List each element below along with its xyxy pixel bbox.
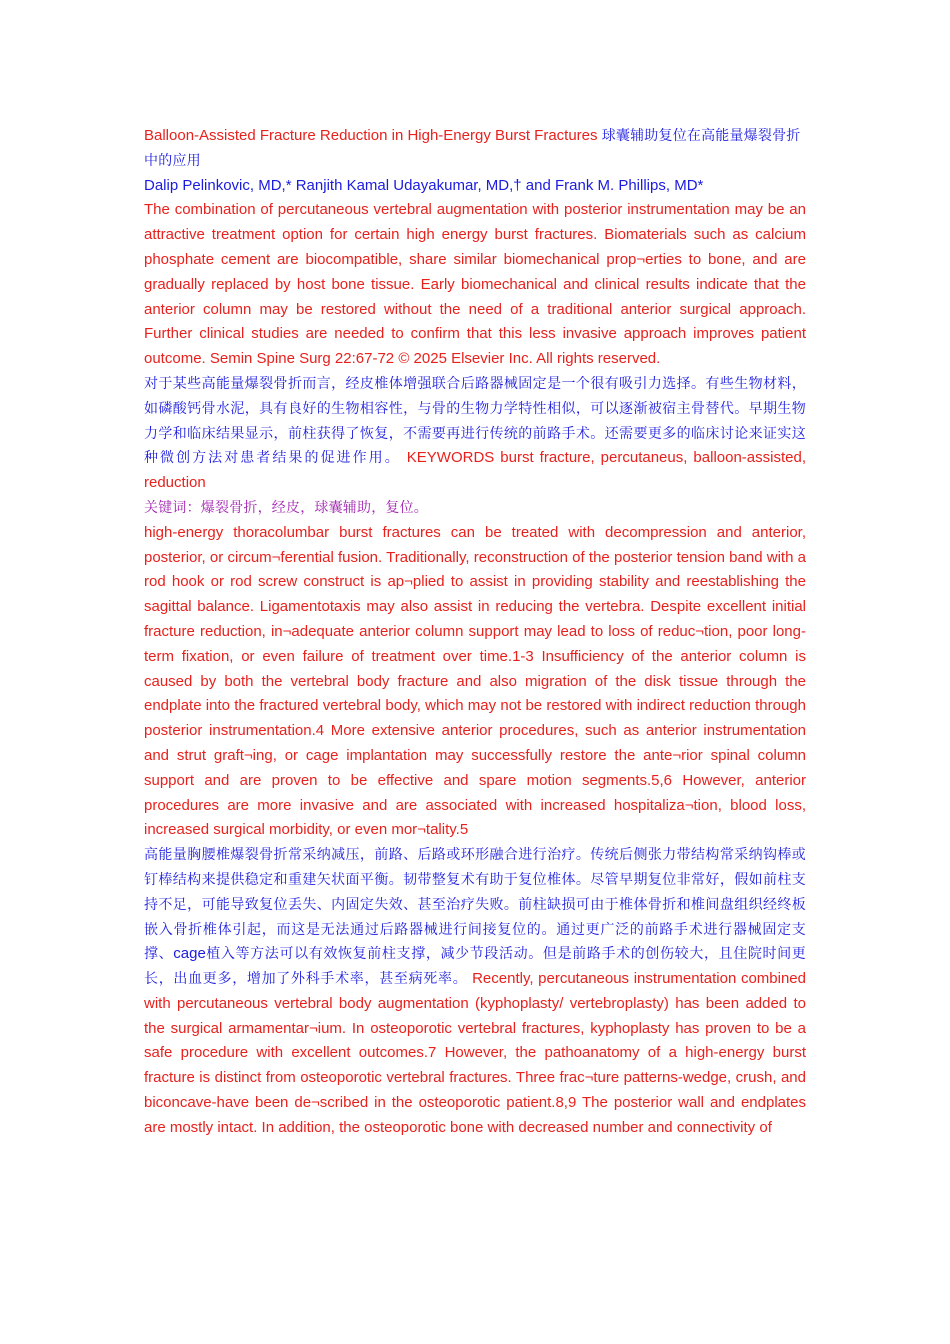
abstract-english: The combination of percutaneous vertebral augmentation with posterior instrumentation may be an attractive treatment option for certain high energy burst fractures. Biomaterials such as calcium phosphate cement are biocompatible, share similar biomechanical prop¬erties to bone, and are gradually replaced by host bone tissue. Early biomechanical and clinical results indicate that the anterior column may be restored without the need of a traditional anterior surgical approach. Further clinical studies are needed to confirm that this less invasive approach improves patient outcome. Semin Spine Surg 22:67-72 © 2025 Elsevier Inc. All rights reserved. (144, 201, 806, 368)
author-line: Dalip Pelinkovic, MD,* Ranjith Kamal Udayakumar, MD,† and Frank M. Phillips, MD* (144, 176, 704, 194)
title-block (144, 124, 806, 174)
document-page (144, 124, 806, 1141)
abstract-chinese: 对于某些高能量爆裂骨折而言，经皮椎体增强联合后路器械固定是一个很有吸引力选择。有些生物材料，如磷酸钙骨水泥，具有良好的生物相容性，与骨的生物力学特性相似，可以逐渐被宿主骨替代。早期生物力学和临床结果显示，前柱获得了恢复，不需要再进行传统的前路手术。还需要更多的临床讨论来证实这种微创方法对患者结果的促进作用。 (144, 375, 806, 467)
abstract-chinese-block (144, 372, 806, 496)
introduction-chinese-block (144, 843, 806, 1141)
introduction-english: high-energy thoracolumbar burst fractures can be treated with decompression and anterior, posterior, or circum¬ferential fusion. Traditionally, reconstruction of the posterior tension band with a rod hook or rod screw construct is ap¬plied to assist in providing stability and reestablishing the sagittal balance. Ligamentotaxis may also assist in reducing the vertebra. Despite excellent initial fracture reduction, in¬adequate anterior column support may lead to loss of reduc¬tion, poor long-term fixation, or even failure of treatment over time.1-3 Insufficiency of the anterior column is caused by both the vertebral body fracture and also migration of the disk tissue through the endplate into the fractured vertebral body, which may not be restored with indirect reduction through posterior instrumentation.4 More extensive anterior procedures, such as anterior instrumentation and strut graft¬ing, or cage implantation may successfully restore the ante¬rior spinal column support and are proven to be effective and spare motion segments.5,6 However, anterior procedures are more invasive and are associated with increased hospitaliza¬tion, blood loss, increased surgical morbidity, or even mor¬tality.5 (144, 523, 806, 839)
title-english: Balloon-Assisted Fracture Reduction in High-Energy Burst Fractures (144, 127, 598, 144)
keywords-english: KEYWORDS burst fracture, percutaneus, balloon-assisted, reduction (144, 449, 806, 492)
introduction-chinese-part-a: 高能量胸腰椎爆裂骨折常采纳减压，前路、后路或环形融合进行治疗。传统后侧张力带结构常采纳钩棒或钉棒结构来提供稳定和重建矢状面平衡。韧带整复术有助于复位椎体。尽管早期复位非常好，假如前柱支持不足，可能导致复位丢失、内固定失效、甚至治疗失败。前柱缺损可由于椎体骨折和椎间盘组织经终板嵌入骨折椎体引起，而这是无法通过后路器械进行间接复位的。通过更广泛的前路手术进行器械固定支撑、 (144, 847, 806, 963)
body-paragraph-english: Recently, percutaneous instrumentation combined with percutaneous vertebral body augmentation (kyphoplasty/ vertebroplasty) has been added to the surgical armamentar¬ium. In osteoporotic vertebral fractures, kyphoplasty has proven to be a safe procedure with excellent outcomes.7 However, the pathoanatomy of a high-energy burst fracture is distinct from osteoporotic vertebral fractures. Three frac¬ture patterns-wedge, crush, and biconcave-have been de¬scribed in the osteoporotic patient.8,9 The posterior wall and endplates are mostly intact. In addition, the osteoporotic bone with decreased number and connectivity of (144, 970, 806, 1136)
keywords-chinese: 关键词：爆裂骨折，经皮，球囊辅助，复位。 (144, 499, 428, 516)
cage-term: cage (173, 945, 206, 963)
introduction-chinese-part-b: 植入等方法可以有效恢复前柱支撑，减少节段活动。但是前路手术的创伤较大，且住院时间更长，出血更多，增加了外科手术率，甚至病死率。 (144, 946, 806, 988)
title-chinese: 球囊辅助复位在高能量爆裂骨折中的应用 (144, 128, 801, 169)
